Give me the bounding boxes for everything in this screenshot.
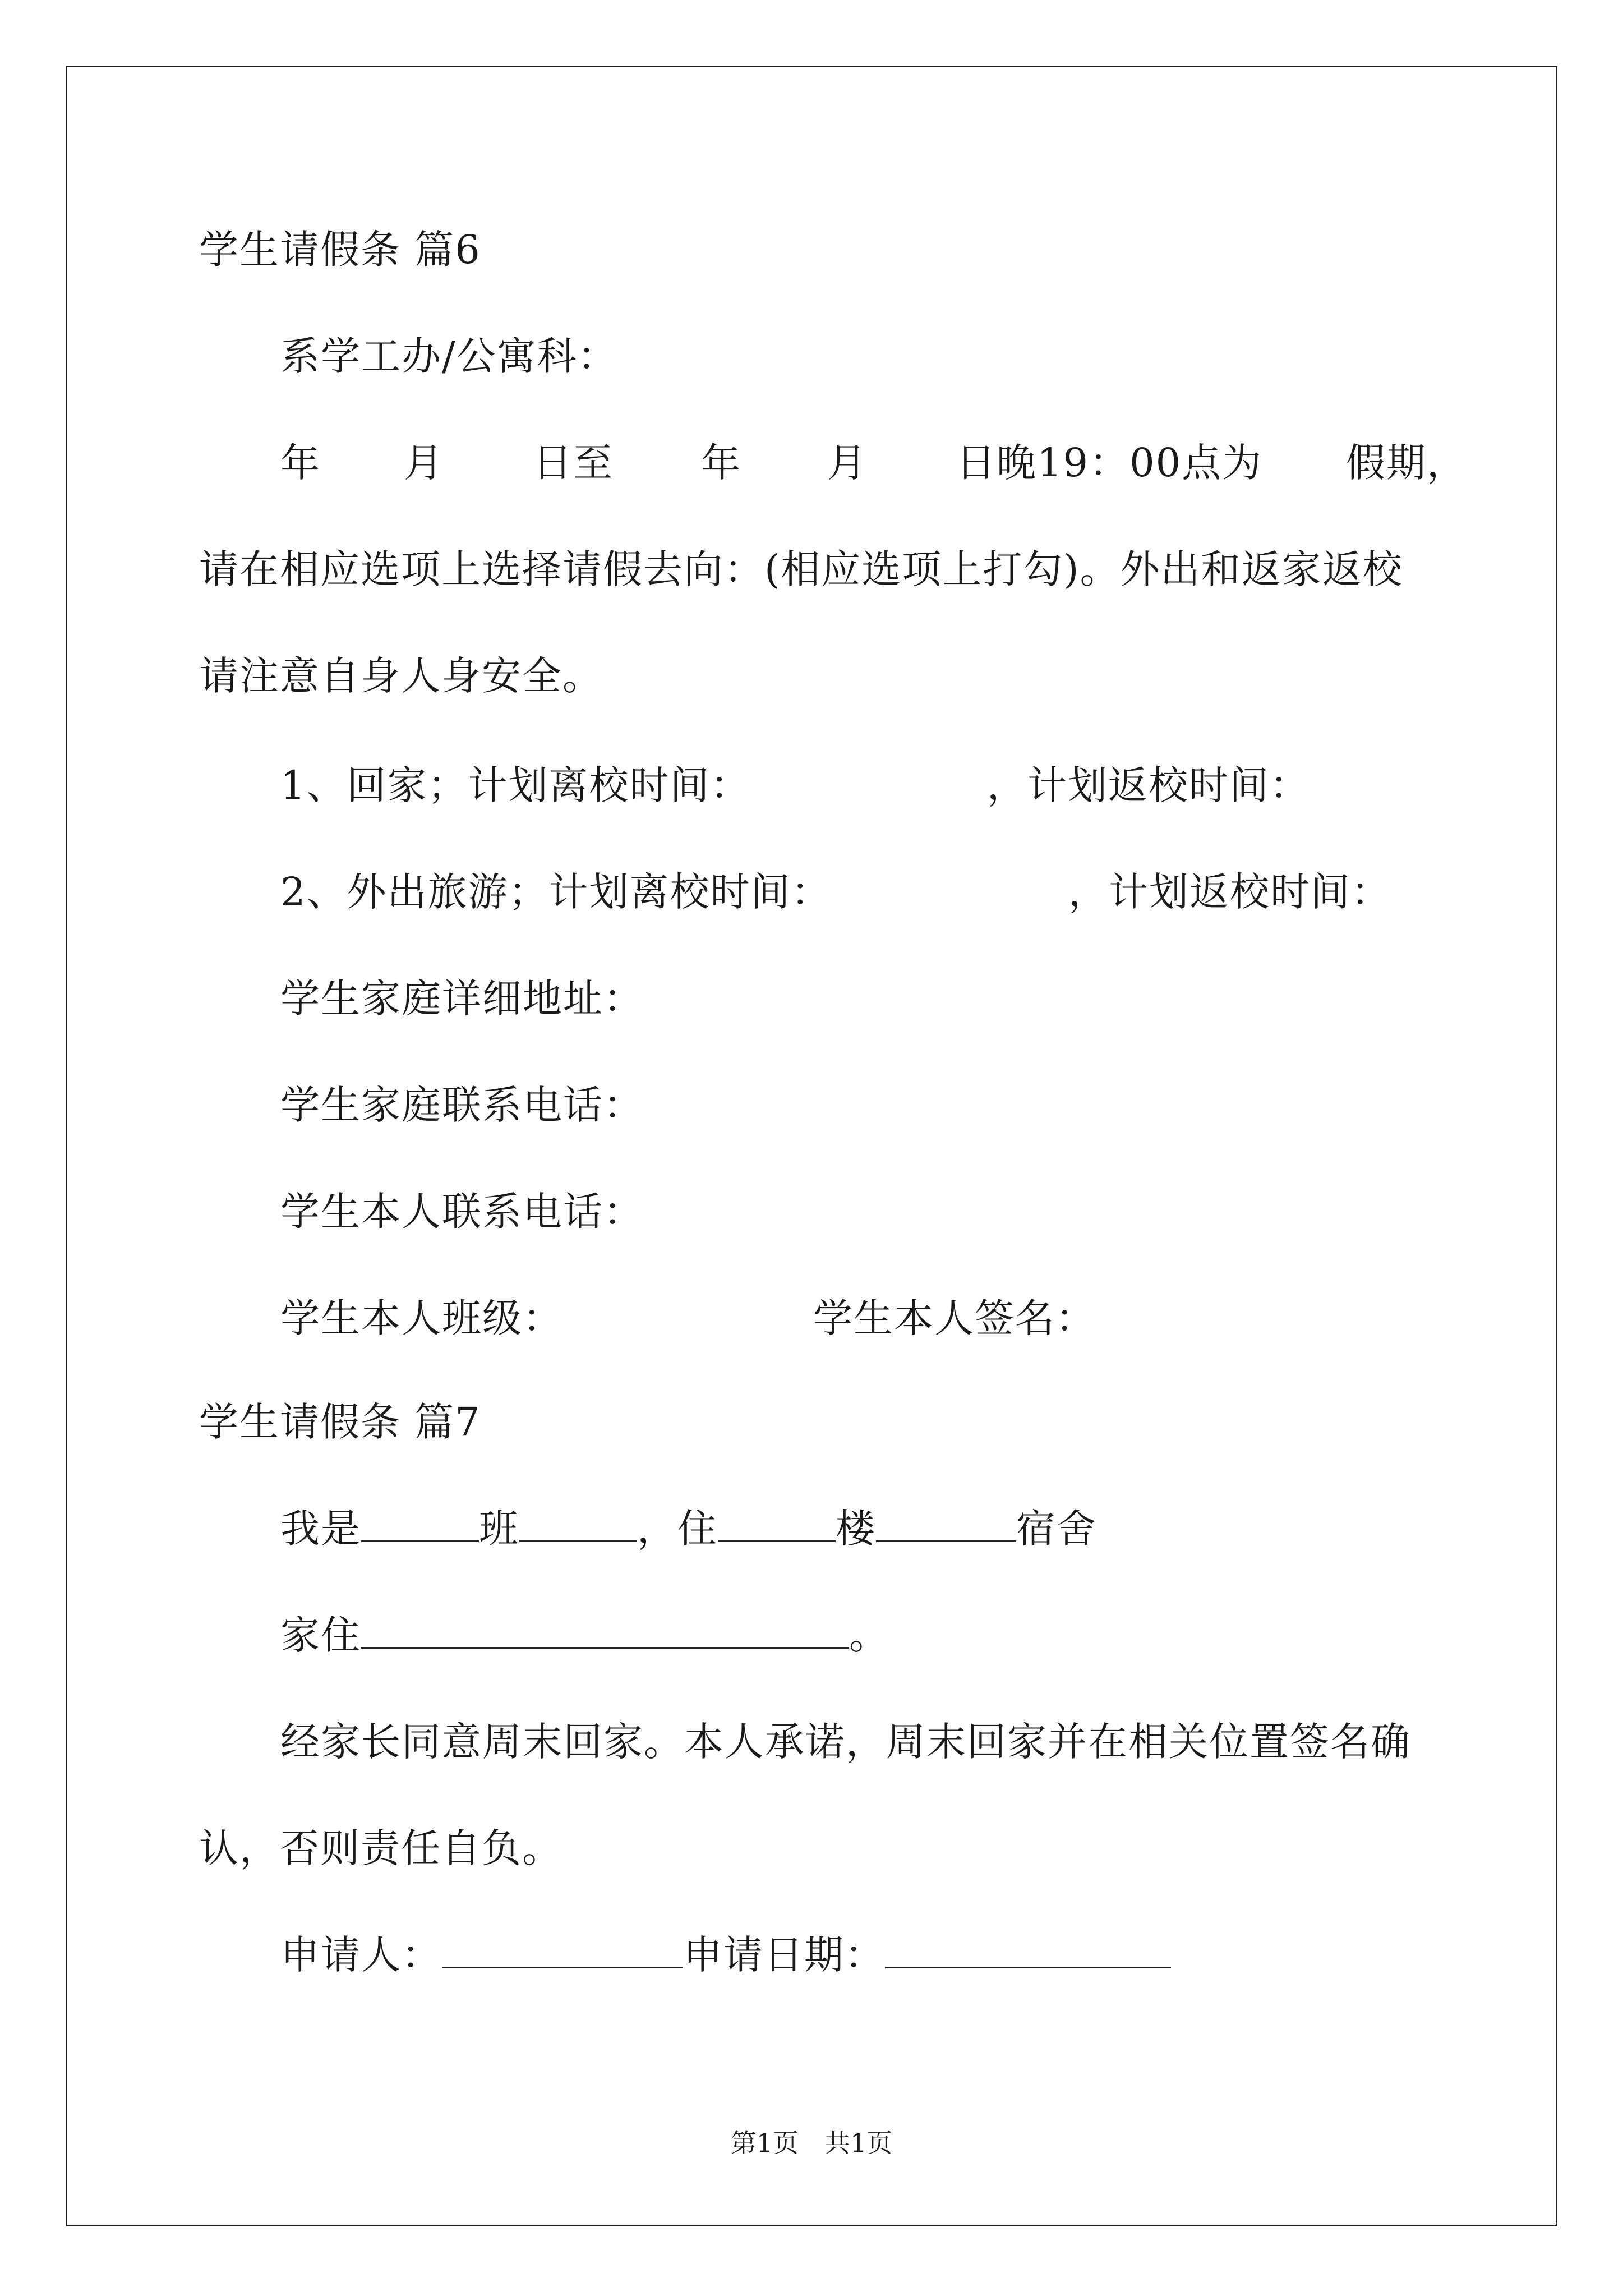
option-travel-return-label: ，计划返校时间： <box>1068 869 1391 915</box>
date-day-to: 日至 <box>533 440 614 486</box>
home-text-2: 。 <box>849 1612 889 1658</box>
option-travel-leave-label: 2、外出旅游；计划离校时间： <box>280 869 832 915</box>
home-address-label: 学生家庭详细地址： <box>280 976 644 1022</box>
applicant-blank <box>442 1931 683 1968</box>
class-label: 学生本人班级： <box>280 1295 563 1341</box>
class-name-blank <box>519 1504 637 1542</box>
applicant-line <box>280 1930 1171 1980</box>
option-home <box>0 760 1623 811</box>
date-evening-time: 日晚19：00点为 <box>956 440 1263 486</box>
room-blank <box>876 1504 1016 1542</box>
home-phone-label: 学生家庭联系电话： <box>280 1082 644 1128</box>
date-label: 申请日期： <box>683 1932 885 1978</box>
instruction-paragraph-line-1: 请在相应选项上选择请假去向：(相应选项上打勾)。外出和返家返校 <box>199 546 1403 592</box>
dorm-line <box>280 1503 1097 1554</box>
applicant-label: 申请人： <box>280 1932 442 1978</box>
option-home-leave-label: 1、回家；计划离校时间： <box>280 762 751 808</box>
option-travel <box>0 867 1623 917</box>
section-6-title: 学生请假条 篇6 <box>199 227 481 273</box>
date-blank <box>885 1931 1171 1968</box>
own-phone-label: 学生本人联系电话： <box>280 1189 644 1235</box>
dorm-text-4: 楼 <box>836 1506 876 1552</box>
building-blank <box>718 1504 836 1542</box>
date-line <box>0 438 1623 488</box>
home-address-blank <box>361 1611 849 1649</box>
dorm-text-2: 班 <box>479 1506 519 1552</box>
consent-paragraph-line-1: 经家长同意周末回家。本人承诺，周末回家并在相关位置签名确 <box>280 1719 1411 1765</box>
date-month-1: 月 <box>404 440 444 486</box>
page-border <box>66 66 1557 2226</box>
date-year-1: 年 <box>280 440 321 486</box>
dorm-text-5: 宿舍 <box>1016 1506 1097 1552</box>
class-signature-line <box>0 1293 1623 1343</box>
date-month-2: 月 <box>827 440 868 486</box>
class-blank <box>361 1504 479 1542</box>
home-text-1: 家住 <box>280 1612 361 1658</box>
date-holiday: 假期， <box>1346 440 1467 486</box>
signature-label: 学生本人签名： <box>813 1295 1096 1341</box>
consent-paragraph-line-2: 认，否则责任自负。 <box>199 1825 562 1871</box>
option-home-return-label: ，计划返校时间： <box>987 762 1310 808</box>
dorm-text-3: ，住 <box>637 1506 718 1552</box>
section-7-title: 学生请假条 篇7 <box>199 1399 481 1445</box>
addressee: 系学工办/公寓科： <box>280 333 618 379</box>
instruction-paragraph-line-2: 请注意自身人身安全。 <box>199 653 603 699</box>
home-line <box>280 1610 889 1660</box>
date-year-2: 年 <box>701 440 741 486</box>
page-footer: 第1页 共1页 <box>730 2128 893 2158</box>
dorm-text-1: 我是 <box>280 1506 361 1552</box>
